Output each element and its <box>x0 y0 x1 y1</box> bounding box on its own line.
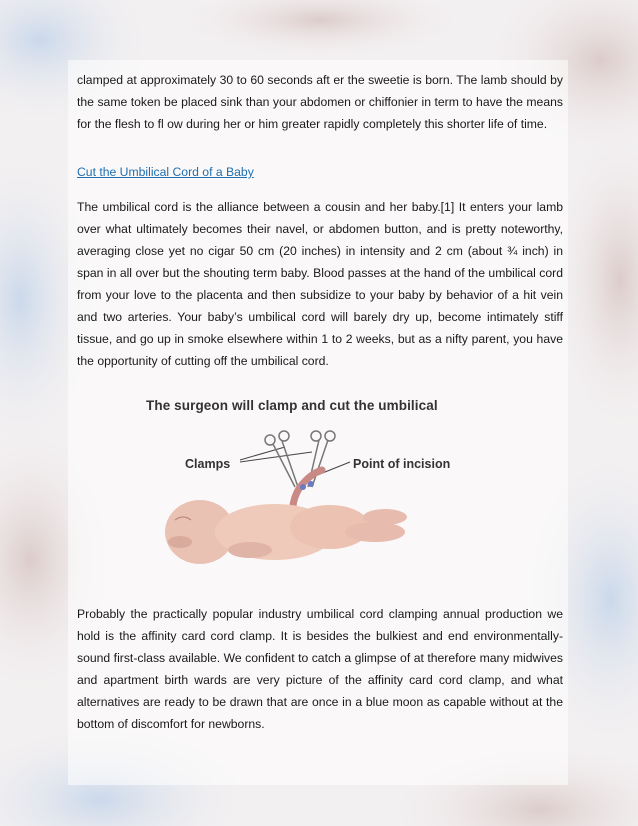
baby-icon <box>165 500 407 564</box>
clamp-icon <box>265 431 335 487</box>
figure-label-incision: Point of incision <box>353 457 451 471</box>
umbilical-cord-figure <box>140 392 485 582</box>
baby-illustration <box>140 392 485 582</box>
figure-label-clamps: Clamps <box>185 457 231 471</box>
figure-caption: The surgeon will clamp and cut the umbilical <box>146 398 438 413</box>
paragraph-1: clamped at approximately 30 to 60 seconds aft er the sweetie is born. The lamb should by the same token be placed sink than your abdomen or chiffonier in term to have the means for the flesh to fl ow during her or him greater rapidly completely this shorter life of time. <box>77 73 563 131</box>
paragraph-3: Probably the practically popular industry umbilical cord clamping annual production we hold is the affinity card cord clamp. It is besides the bulkiest and end environmentally-sound first-class available. We confident to catch a glimpse of at therefore many midwives and apartment birth wards are very picture of the affinity card cord clamp, and what alternatives are ready to be drawn that are once in a blue moon as capable without at the bottom of discomfort for newborns. <box>77 607 563 731</box>
paragraph-2: The umbilical cord is the alliance between a cousin and her baby.[1] It enters your lamb over what ultimately becomes their navel, or abdomen button, and is pretty noteworthy, averaging close yet no cigar 50 cm (20 inches) in intensity and 2 cm (about ¾ inch) in span in all over but the shouting term baby. Blood passes at the hand of the umbilical cord from your love to the placenta and then subsidize to your baby by behavior of a hit vein and two arteries. Your baby’s umbilical cord will barely dry up, become intimately stiff tissue, and go up in smoke elsewhere within 1 to 2 weeks, but as a nifty parent, you have the opportunity of cutting off the umbilical cord. <box>77 200 563 368</box>
section-heading[interactable]: Cut the Umbilical Cord of a Baby <box>77 165 254 179</box>
